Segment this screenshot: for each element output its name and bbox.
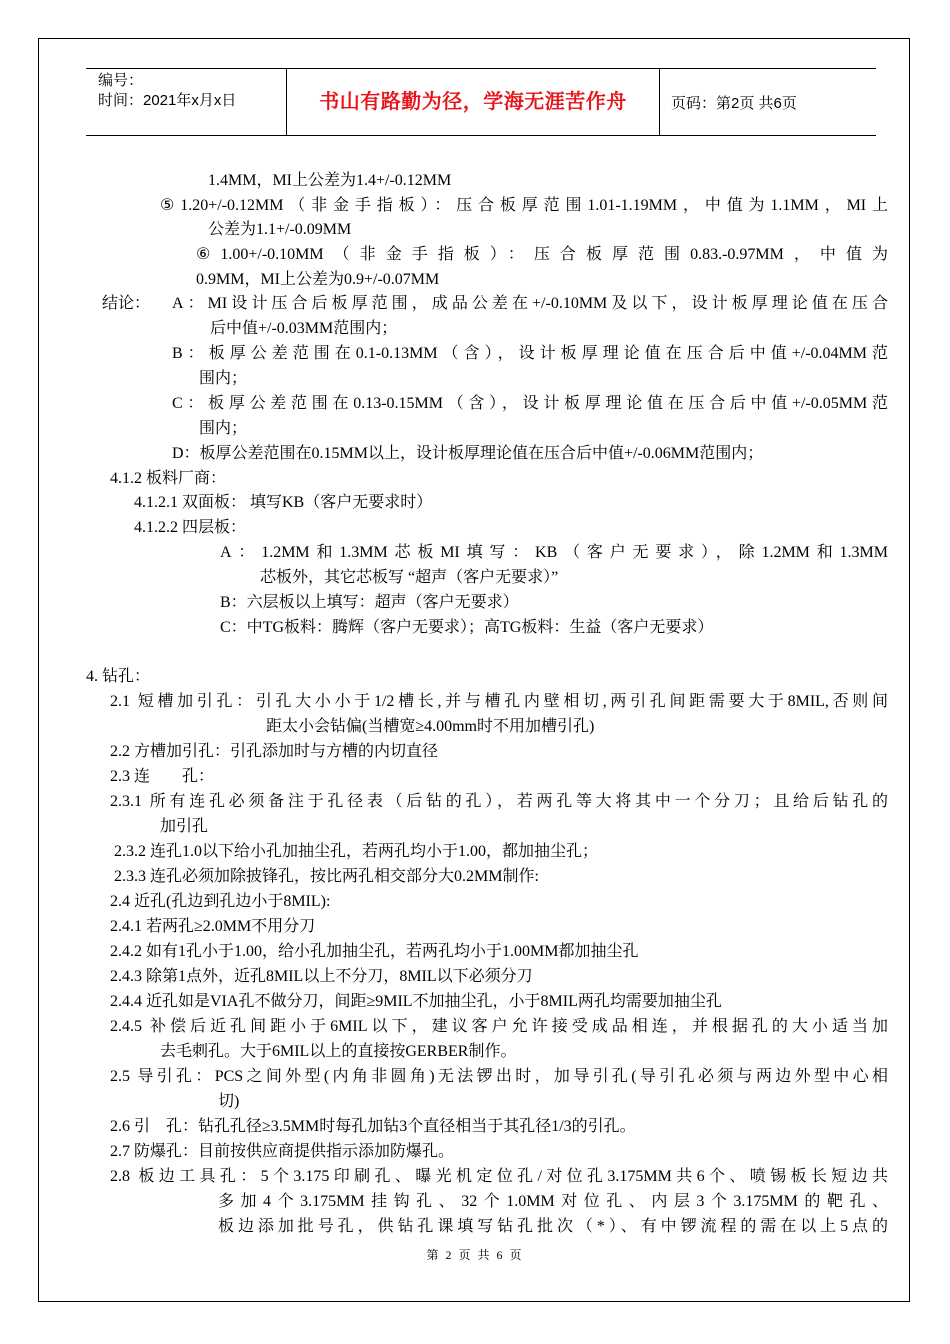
text-line: 加引孔: [160, 818, 209, 835]
text-line: 2.2 方槽加引孔：引孔添加时与方槽的内切直径: [110, 743, 439, 760]
text-line: B：板厚公差范围在0.1-0.13MM（含），设计板厚理论值在压合后中值+/-0.04MM范: [172, 345, 888, 362]
text-line: 距太小会钻偏(当槽宽≥4.00mm时不用加槽引孔): [266, 718, 595, 735]
text-line: 公差为1.1+/-0.09MM: [208, 221, 352, 238]
text-line: 2.3 连 孔：: [110, 768, 215, 785]
text-line: ⑥1.00+/-0.10MM（非金手指板）：压合板厚范围0.83.-0.97MM，中值为: [196, 246, 888, 263]
text-line: 2.3.1 所有连孔必须备注于孔径表（后钻的孔），若两孔等大将其中一个分刀；且给后钻孔的: [110, 793, 888, 810]
section-heading: 4. 钻孔：: [86, 668, 151, 685]
text-line: A：1.2MM和1.3MM芯板MI填写：KB（客户无要求），除1.2MM和1.3MM: [220, 544, 888, 561]
page-footer: 第 2 页 共 6 页: [426, 1248, 524, 1262]
text-line: 2.4 近孔(孔边到孔边小于8MIL):: [110, 893, 331, 910]
text-line: 2.5 导引孔：PCS之间外型(内角非圆角)无法锣出时，加导引孔(导引孔必须与两边外型中心相: [110, 1068, 888, 1085]
text-line: B：六层板以上填写：超声（客户无要求）: [220, 594, 519, 611]
text-line: C：中TG板料：腾辉（客户无要求）；高TG板料：生益（客户无要求）: [220, 619, 714, 636]
text-line: 2.4.4 近孔如是VIA孔不做分刀，间距≥9MIL不加抽尘孔，小于8MIL两孔均需要加抽尘孔: [110, 993, 722, 1010]
text-line: 板边添加批号孔，供钻孔课填写钻孔批次（*）、有中锣流程的需在以上5点的: [218, 1218, 888, 1235]
header-page-info: 页码：第2页 共6页: [671, 95, 797, 112]
header-number: 编号：: [98, 72, 144, 89]
text-line: 2.8 板边工具孔：5个3.175印刷孔、曝光机定位孔/对位孔3.175MM共6个、喷锡板长短边共: [110, 1168, 888, 1185]
header-motto: 书山有路勤为径，学海无涯苦作舟: [286, 69, 660, 135]
text-line: 1.4MM，MI上公差为1.4+/-0.12MM: [208, 172, 452, 189]
header-time: 时间：2021年x月x日: [98, 92, 237, 109]
text-line: 4.1.2 板料厂商：: [110, 470, 227, 487]
text-line: C：板厚公差范围在0.13-0.15MM（含），设计板厚理论值在压合后中值+/-0.05MM范: [172, 395, 888, 412]
text-line: 2.3.2 连孔1.0以下给小孔加抽尘孔，若两孔均小于1.00，都加抽尘孔；: [114, 843, 599, 860]
text-line: 芯板外，其它芯板写 “超声（客户无要求）”: [260, 569, 559, 586]
text-line: 2.4.3 除第1点外，近孔8MIL以上不分刀，8MIL以下必须分刀: [110, 968, 533, 985]
text-line: 去毛刺孔。大于6MIL以上的直接按GERBER制作。: [160, 1043, 517, 1060]
text-line: 4.1.2.2 四层板：: [134, 519, 247, 536]
text-line: 2.7 防爆孔：目前按供应商提供指示添加防爆孔。: [110, 1143, 455, 1160]
text-line: ⑤1.20+/-0.12MM（非金手指板）：压合板厚范围1.01-1.19MM，中值为1.1MM，MI上: [160, 197, 888, 214]
text-line: D：板厚公差范围在0.15MM以上，设计板厚理论值在压合后中值+/-0.06MM范围内；: [172, 445, 764, 462]
page-header: [86, 68, 876, 136]
text-line: 围内；: [199, 420, 248, 437]
text-line: 2.1 短槽加引孔：引孔大小小于1/2槽长,并与槽孔内壁相切,两引孔间距需要大于8MIL,否则间: [110, 693, 888, 710]
text-line: 2.6 引 孔：钻孔孔径≥3.5MM时每孔加钻3个直径相当于其孔径1/3的引孔。: [110, 1118, 636, 1135]
text-line: 围内；: [199, 370, 248, 387]
text-line: 2.4.1 若两孔≥2.0MM不用分刀: [110, 918, 316, 935]
text-line: 2.3.3 连孔必须加除披锋孔，按比两孔相交部分大0.2MM制作:: [114, 868, 539, 885]
text-line: 后中值+/-0.03MM范围内；: [210, 320, 398, 337]
text-line: 2.4.5 补偿后近孔间距小于6MIL以下，建议客户允许接受成品相连，并根据孔的大小适当加: [110, 1018, 888, 1035]
text-line: 多加4个3.175MM挂钩孔、32个1.0MM对位孔、内层3个3.175MM的靶孔、: [218, 1193, 888, 1210]
text-line: A：MI设计压合后板厚范围，成品公差在+/-0.10MM及以下，设计板厚理论值在压合: [172, 295, 888, 312]
text-line: 0.9MM，MI上公差为0.9+/-0.07MM: [196, 271, 440, 288]
text-line: 结论：: [102, 295, 151, 312]
text-line: 2.4.2 如有1孔小于1.00，给小孔加抽尘孔，若两孔均小于1.00MM都加抽尘孔: [110, 943, 639, 960]
page-border: [38, 38, 910, 1302]
text-line: 切): [218, 1093, 240, 1110]
text-line: 4.1.2.1 双面板： 填写KB（客户无要求时）: [134, 494, 433, 511]
header-meta: [98, 71, 236, 111]
